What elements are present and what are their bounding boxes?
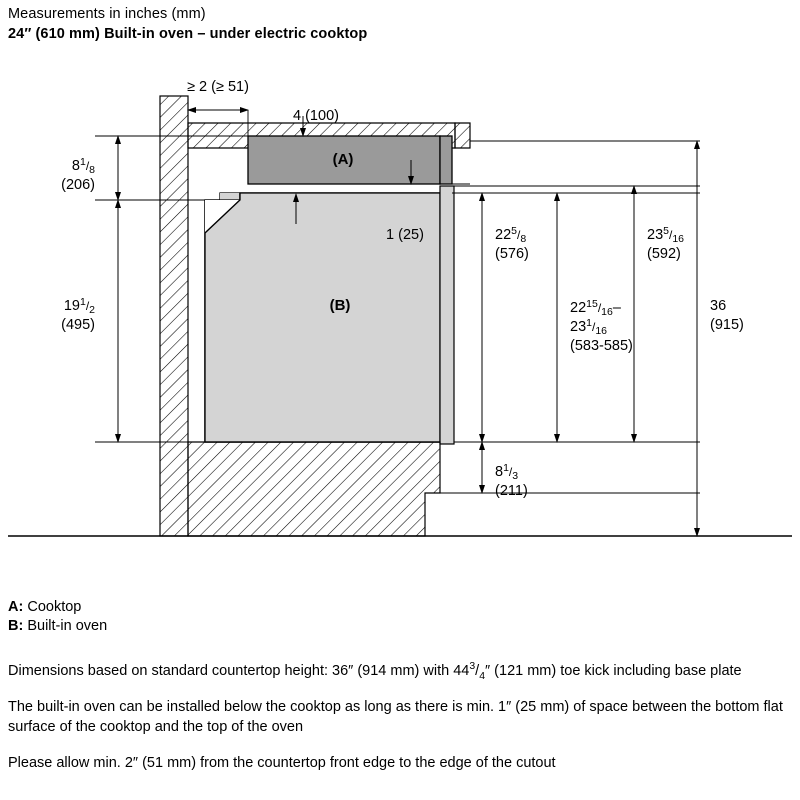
dim-overall-oven-in: $23^5_{/16}$ [647,225,685,245]
legend-key-a: A: [8,599,24,615]
dim-top-offset-in: $8^1_{/8}$ [71,156,95,176]
dim-gap-text: 1 (25) [386,227,424,243]
legend-item-oven [8,617,792,636]
notes-block [8,598,792,773]
dim-wall-clearance-text: ≥ 2 (≥ 51) [187,79,249,95]
legend-text-b: Built-in oven [23,618,108,635]
note-front-edge: Please allow min. 2″ (51 mm) from the countertop front edge to the edge of the cutout [8,754,556,771]
dim-total-mm: (915) [710,317,744,333]
dim-range-line1: $22^{15}_{/16}-$ [570,298,621,318]
note-fraction-den: 4 [479,671,486,683]
page-title: 24″ (610 mm) Built-in oven – under electric cooktop [8,26,368,42]
dim-top-offset-mm: (206) [61,177,95,193]
dim-cutout-height-mm: (576) [495,246,529,262]
note-fraction-whole: 4 [461,663,470,680]
legend-text-a: Cooktop [23,599,82,615]
note-min-space: The built-in oven can be installed below the cooktop as long as there is min. 1″ (25 mm) of space between the bottom flat surface of the cooktop and the top of the oven [8,699,783,735]
dim-range-mm: (583-585) [570,338,633,354]
diagram-svg [0,48,800,593]
dim-total-in: 36 [710,298,727,314]
legend-key-b: B: [8,618,24,635]
dim-oven-height-mm: (495) [61,317,95,333]
note-text-1b: ″ (121 mm) toe kick including base plate [485,663,742,680]
dim-toe-in: $8^1_{/3}$ [495,462,519,482]
cooktop-tag-text: (A) [332,151,354,168]
dim-cooktop-depth-text: 4 (100) [293,108,339,124]
dim-oven-height-in: $19^1_{/2}$ [63,296,95,316]
note-fraction-num: 3 [469,661,476,673]
installation-diagram [0,48,800,593]
note-text-1a: Dimensions based on standard countertop height: 36″ (914 mm) with 4 [8,663,462,680]
oven-tag-text: (B) [329,297,351,314]
legend-item-cooktop [8,598,792,617]
dim-range-line2: $23^1_{/16}$ [570,317,608,337]
note-fraction: $4^3/_4$ [461,661,486,683]
dim-toe-mm: (211) [495,483,528,499]
units-note: Measurements in inches (mm) [8,6,206,22]
dim-cutout-height-in: $22^5_{/8}$ [495,225,527,245]
dim-overall-oven-mm: (592) [647,246,681,262]
note-countertop-height [8,636,792,681]
